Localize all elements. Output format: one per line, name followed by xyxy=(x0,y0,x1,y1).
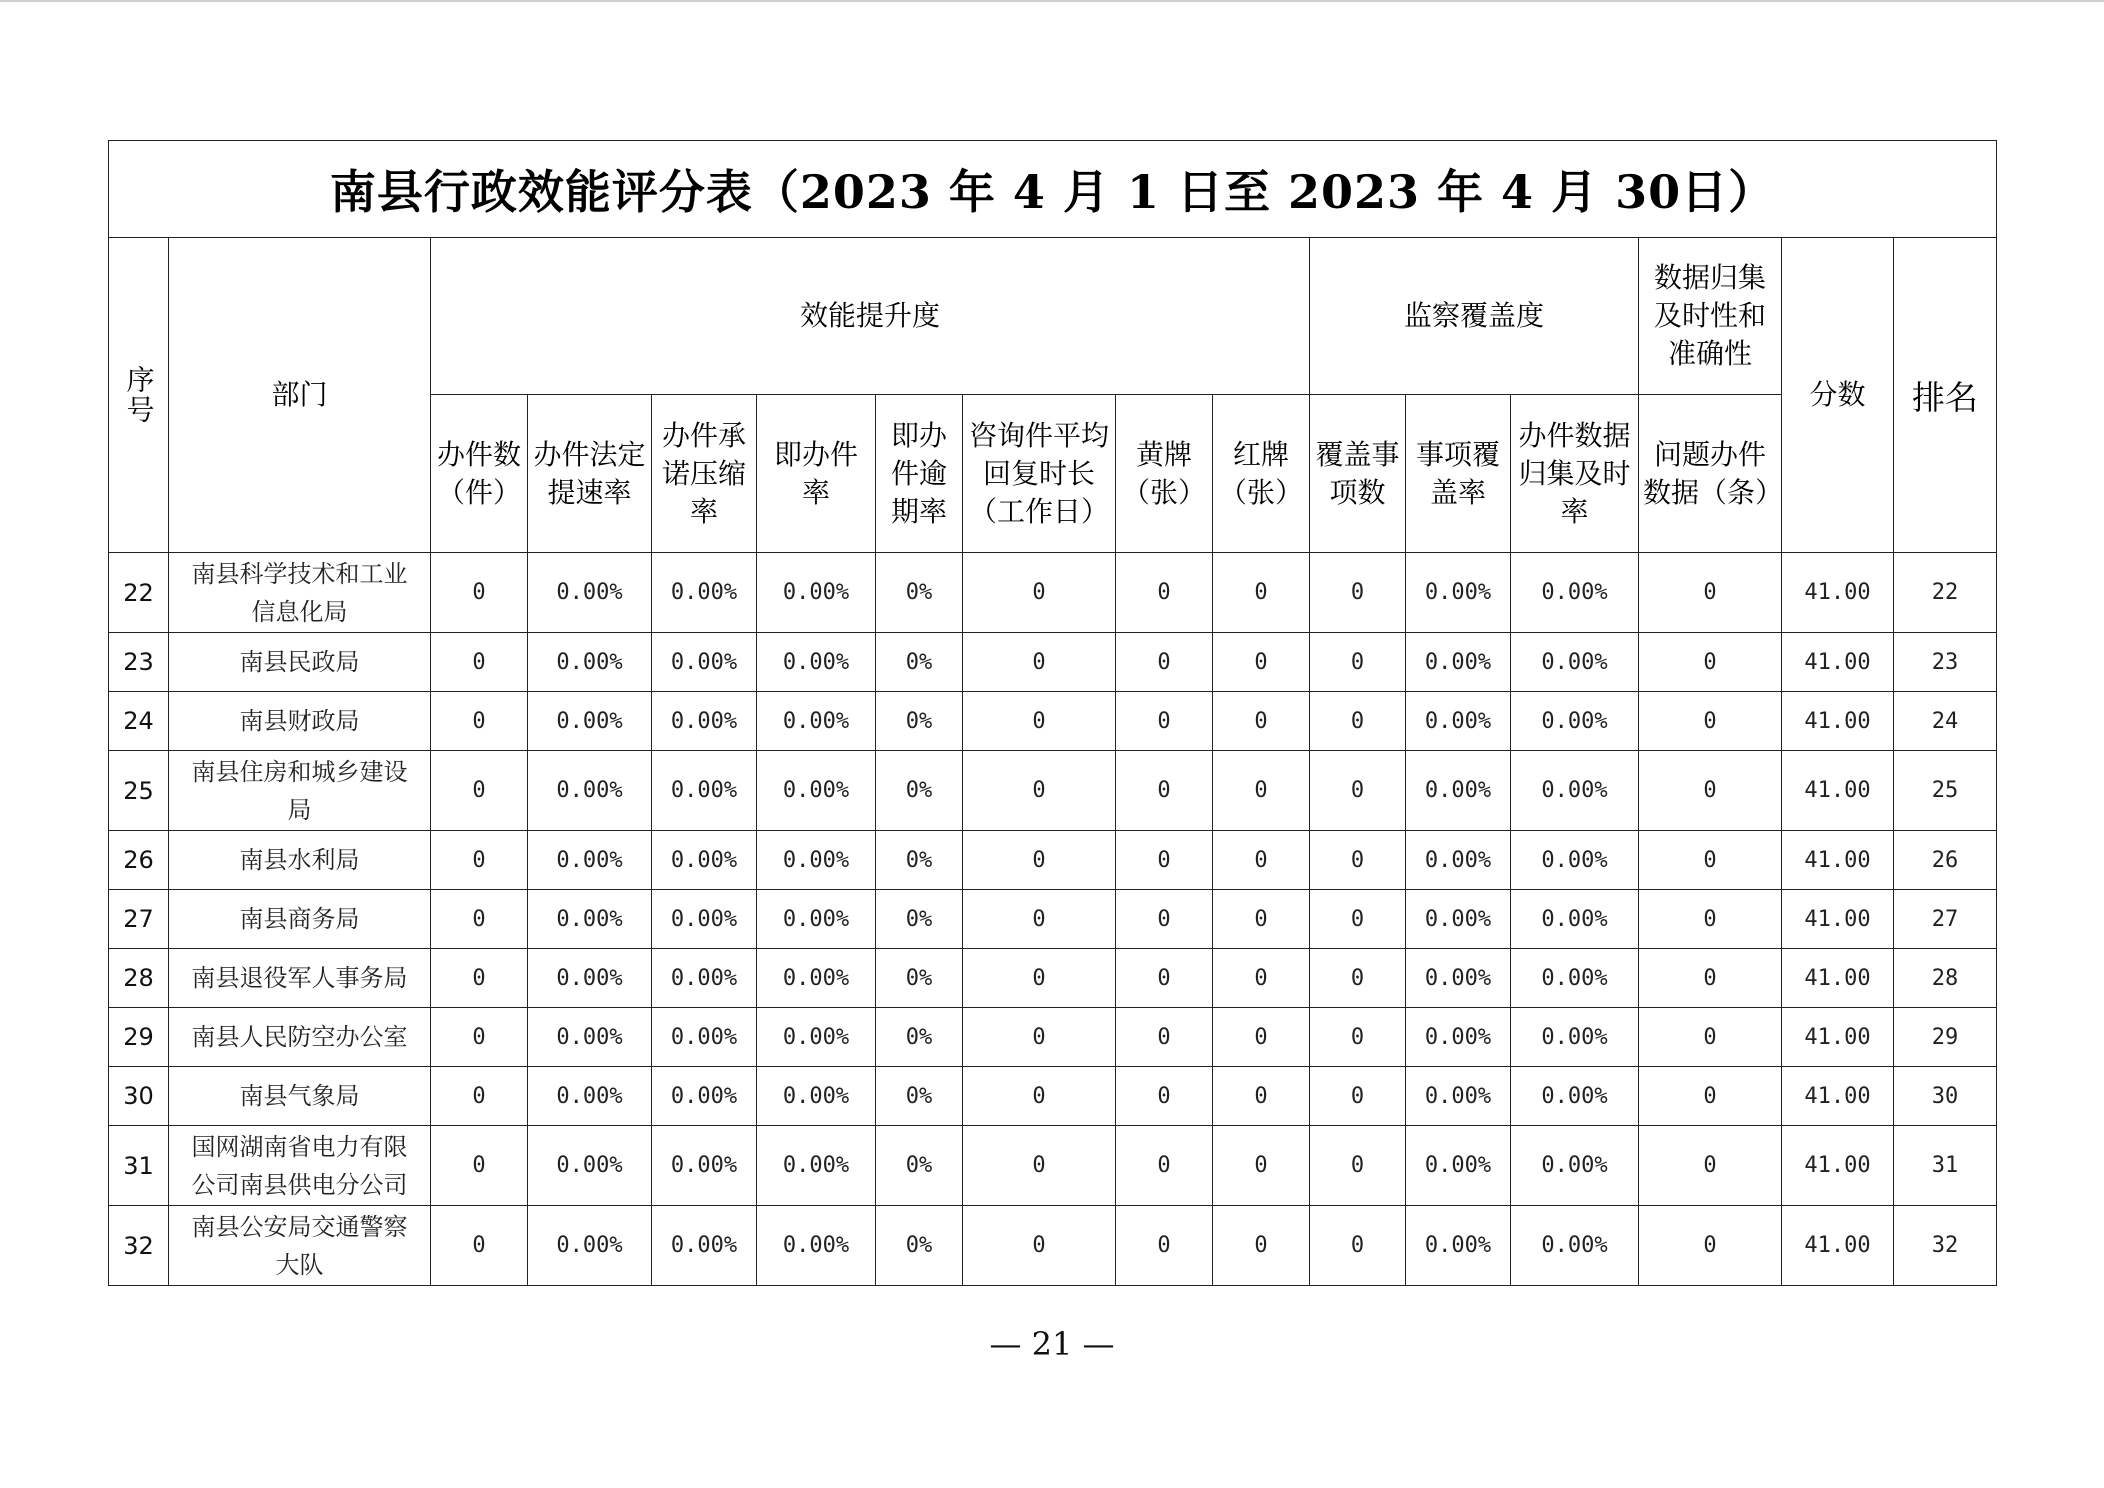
cell-statutory-speedup: 0.00% xyxy=(528,1126,652,1206)
cell-coverage-rate: 0.00% xyxy=(1406,692,1511,751)
cell-statutory-speedup: 0.00% xyxy=(528,1206,652,1286)
row-dept: 南县财政局 xyxy=(169,692,431,751)
cell-handled-count: 0 xyxy=(431,1126,528,1206)
row-dept: 南县商务局 xyxy=(169,890,431,949)
cell-covered-items: 0 xyxy=(1310,890,1406,949)
cell-instant-rate: 0.00% xyxy=(757,1126,876,1206)
cell-consult-reply: 0 xyxy=(963,633,1116,692)
cell-promise-compress: 0.00% xyxy=(652,553,757,633)
header-group-efficiency: 效能提升度 xyxy=(431,238,1310,395)
row-dept: 南县气象局 xyxy=(169,1067,431,1126)
header-seq xyxy=(109,238,169,553)
header-col-3: 办件承诺压缩率 xyxy=(652,395,757,553)
header-col-10: 事项覆盖率 xyxy=(1406,395,1511,553)
cell-red-card: 0 xyxy=(1213,831,1310,890)
cell-rank: 25 xyxy=(1894,751,1997,831)
page-number: — 21 — xyxy=(989,1325,1115,1363)
row-seq: 25 xyxy=(109,751,169,831)
cell-data-timeliness: 0.00% xyxy=(1511,831,1639,890)
cell-instant-overdue: 0% xyxy=(876,949,963,1008)
cell-instant-rate: 0.00% xyxy=(757,949,876,1008)
cell-yellow-card: 0 xyxy=(1116,831,1213,890)
cell-statutory-speedup: 0.00% xyxy=(528,831,652,890)
cell-covered-items: 0 xyxy=(1310,1067,1406,1126)
cell-instant-rate: 0.00% xyxy=(757,1008,876,1067)
table-body xyxy=(109,553,1997,1286)
cell-problem-data: 0 xyxy=(1639,949,1782,1008)
cell-problem-data: 0 xyxy=(1639,890,1782,949)
cell-covered-items: 0 xyxy=(1310,751,1406,831)
cell-instant-overdue: 0% xyxy=(876,1008,963,1067)
cell-yellow-card: 0 xyxy=(1116,751,1213,831)
cell-handled-count: 0 xyxy=(431,949,528,1008)
cell-statutory-speedup: 0.00% xyxy=(528,751,652,831)
cell-red-card: 0 xyxy=(1213,553,1310,633)
cell-covered-items: 0 xyxy=(1310,1126,1406,1206)
row-dept: 南县人民防空办公室 xyxy=(169,1008,431,1067)
cell-problem-data: 0 xyxy=(1639,1126,1782,1206)
cell-instant-rate: 0.00% xyxy=(757,890,876,949)
cell-covered-items: 0 xyxy=(1310,553,1406,633)
cell-problem-data: 0 xyxy=(1639,751,1782,831)
cell-score: 41.00 xyxy=(1782,1067,1894,1126)
row-seq: 28 xyxy=(109,949,169,1008)
cell-coverage-rate: 0.00% xyxy=(1406,553,1511,633)
cell-statutory-speedup: 0.00% xyxy=(528,553,652,633)
cell-rank: 24 xyxy=(1894,692,1997,751)
cell-instant-rate: 0.00% xyxy=(757,553,876,633)
cell-instant-overdue: 0% xyxy=(876,633,963,692)
cell-yellow-card: 0 xyxy=(1116,553,1213,633)
cell-statutory-speedup: 0.00% xyxy=(528,1008,652,1067)
cell-statutory-speedup: 0.00% xyxy=(528,1067,652,1126)
cell-yellow-card: 0 xyxy=(1116,1008,1213,1067)
cell-handled-count: 0 xyxy=(431,633,528,692)
cell-promise-compress: 0.00% xyxy=(652,1008,757,1067)
cell-data-timeliness: 0.00% xyxy=(1511,751,1639,831)
row-seq: 26 xyxy=(109,831,169,890)
header-rank: 排名 xyxy=(1894,238,1997,553)
cell-red-card: 0 xyxy=(1213,1206,1310,1286)
cell-handled-count: 0 xyxy=(431,1008,528,1067)
cell-promise-compress: 0.00% xyxy=(652,831,757,890)
table-row xyxy=(109,553,1997,633)
header-col-2: 办件法定提速率 xyxy=(528,395,652,553)
cell-yellow-card: 0 xyxy=(1116,890,1213,949)
cell-statutory-speedup: 0.00% xyxy=(528,890,652,949)
row-seq: 27 xyxy=(109,890,169,949)
cell-score: 41.00 xyxy=(1782,831,1894,890)
header-col-6: 咨询件平均回复时长（工作日） xyxy=(963,395,1116,553)
cell-promise-compress: 0.00% xyxy=(652,692,757,751)
cell-instant-overdue: 0% xyxy=(876,751,963,831)
cell-promise-compress: 0.00% xyxy=(652,890,757,949)
cell-instant-overdue: 0% xyxy=(876,831,963,890)
header-col-5: 即办件逾期率 xyxy=(876,395,963,553)
cell-yellow-card: 0 xyxy=(1116,1126,1213,1206)
cell-promise-compress: 0.00% xyxy=(652,751,757,831)
cell-red-card: 0 xyxy=(1213,633,1310,692)
cell-covered-items: 0 xyxy=(1310,1008,1406,1067)
cell-rank: 29 xyxy=(1894,1008,1997,1067)
row-seq: 29 xyxy=(109,1008,169,1067)
cell-consult-reply: 0 xyxy=(963,1008,1116,1067)
header-col-4: 即办件率 xyxy=(757,395,876,553)
cell-handled-count: 0 xyxy=(431,831,528,890)
cell-problem-data: 0 xyxy=(1639,692,1782,751)
cell-instant-overdue: 0% xyxy=(876,1067,963,1126)
table-row xyxy=(109,831,1997,890)
cell-promise-compress: 0.00% xyxy=(652,949,757,1008)
cell-red-card: 0 xyxy=(1213,890,1310,949)
table-row xyxy=(109,949,1997,1008)
header-col-7: 黄牌（张） xyxy=(1116,395,1213,553)
row-seq: 31 xyxy=(109,1126,169,1206)
cell-instant-rate: 0.00% xyxy=(757,1206,876,1286)
cell-rank: 23 xyxy=(1894,633,1997,692)
cell-statutory-speedup: 0.00% xyxy=(528,949,652,1008)
cell-yellow-card: 0 xyxy=(1116,692,1213,751)
cell-handled-count: 0 xyxy=(431,1067,528,1126)
header-dept: 部门 xyxy=(169,238,431,553)
header-group-data: 数据归集及时性和准确性 xyxy=(1639,238,1782,395)
header-score: 分数 xyxy=(1782,238,1894,553)
score-sheet xyxy=(108,140,1996,1286)
cell-consult-reply: 0 xyxy=(963,553,1116,633)
cell-score: 41.00 xyxy=(1782,1126,1894,1206)
cell-problem-data: 0 xyxy=(1639,553,1782,633)
row-dept: 南县住房和城乡建设局 xyxy=(169,751,431,831)
cell-score: 41.00 xyxy=(1782,751,1894,831)
cell-promise-compress: 0.00% xyxy=(652,1206,757,1286)
cell-handled-count: 0 xyxy=(431,553,528,633)
cell-problem-data: 0 xyxy=(1639,633,1782,692)
cell-instant-rate: 0.00% xyxy=(757,751,876,831)
cell-score: 41.00 xyxy=(1782,1206,1894,1286)
table-row xyxy=(109,890,1997,949)
row-seq: 24 xyxy=(109,692,169,751)
cell-coverage-rate: 0.00% xyxy=(1406,1126,1511,1206)
cell-coverage-rate: 0.00% xyxy=(1406,1206,1511,1286)
cell-coverage-rate: 0.00% xyxy=(1406,890,1511,949)
row-dept: 南县民政局 xyxy=(169,633,431,692)
cell-data-timeliness: 0.00% xyxy=(1511,890,1639,949)
header-seq-label: 序号 xyxy=(122,365,156,425)
cell-instant-overdue: 0% xyxy=(876,1126,963,1206)
table-row xyxy=(109,751,1997,831)
row-dept: 南县公安局交通警察大队 xyxy=(169,1206,431,1286)
cell-score: 41.00 xyxy=(1782,890,1894,949)
cell-data-timeliness: 0.00% xyxy=(1511,1008,1639,1067)
cell-data-timeliness: 0.00% xyxy=(1511,633,1639,692)
cell-instant-overdue: 0% xyxy=(876,1206,963,1286)
cell-promise-compress: 0.00% xyxy=(652,633,757,692)
cell-rank: 26 xyxy=(1894,831,1997,890)
row-dept: 南县水利局 xyxy=(169,831,431,890)
cell-rank: 28 xyxy=(1894,949,1997,1008)
header-col-9: 覆盖事项数 xyxy=(1310,395,1406,553)
cell-rank: 27 xyxy=(1894,890,1997,949)
cell-score: 41.00 xyxy=(1782,1008,1894,1067)
table-title: 南县行政效能评分表（2023 年 4 月 1 日至 2023 年 4 月 30日） xyxy=(109,141,1997,238)
cell-problem-data: 0 xyxy=(1639,1206,1782,1286)
cell-data-timeliness: 0.00% xyxy=(1511,1067,1639,1126)
cell-instant-rate: 0.00% xyxy=(757,692,876,751)
cell-handled-count: 0 xyxy=(431,751,528,831)
score-table xyxy=(108,140,1997,1286)
cell-covered-items: 0 xyxy=(1310,692,1406,751)
cell-promise-compress: 0.00% xyxy=(652,1126,757,1206)
cell-score: 41.00 xyxy=(1782,553,1894,633)
header-col-11: 办件数据归集及时率 xyxy=(1511,395,1639,553)
table-row xyxy=(109,1008,1997,1067)
row-dept: 南县退役军人事务局 xyxy=(169,949,431,1008)
cell-data-timeliness: 0.00% xyxy=(1511,1206,1639,1286)
cell-red-card: 0 xyxy=(1213,692,1310,751)
cell-handled-count: 0 xyxy=(431,1206,528,1286)
cell-covered-items: 0 xyxy=(1310,831,1406,890)
cell-consult-reply: 0 xyxy=(963,1126,1116,1206)
cell-consult-reply: 0 xyxy=(963,692,1116,751)
cell-instant-overdue: 0% xyxy=(876,553,963,633)
cell-covered-items: 0 xyxy=(1310,633,1406,692)
header-col-12: 问题办件数据（条） xyxy=(1639,395,1782,553)
cell-coverage-rate: 0.00% xyxy=(1406,1008,1511,1067)
cell-rank: 32 xyxy=(1894,1206,1997,1286)
cell-red-card: 0 xyxy=(1213,949,1310,1008)
cell-consult-reply: 0 xyxy=(963,949,1116,1008)
cell-consult-reply: 0 xyxy=(963,1067,1116,1126)
row-seq: 30 xyxy=(109,1067,169,1126)
cell-score: 41.00 xyxy=(1782,692,1894,751)
cell-red-card: 0 xyxy=(1213,751,1310,831)
cell-coverage-rate: 0.00% xyxy=(1406,751,1511,831)
cell-handled-count: 0 xyxy=(431,890,528,949)
cell-statutory-speedup: 0.00% xyxy=(528,692,652,751)
table-row xyxy=(109,1067,1997,1126)
cell-instant-overdue: 0% xyxy=(876,890,963,949)
cell-covered-items: 0 xyxy=(1310,1206,1406,1286)
cell-instant-rate: 0.00% xyxy=(757,831,876,890)
cell-instant-overdue: 0% xyxy=(876,692,963,751)
cell-score: 41.00 xyxy=(1782,633,1894,692)
cell-consult-reply: 0 xyxy=(963,831,1116,890)
cell-rank: 31 xyxy=(1894,1126,1997,1206)
cell-problem-data: 0 xyxy=(1639,831,1782,890)
table-row xyxy=(109,633,1997,692)
cell-instant-rate: 0.00% xyxy=(757,633,876,692)
header-col-8: 红牌（张） xyxy=(1213,395,1310,553)
cell-red-card: 0 xyxy=(1213,1126,1310,1206)
cell-score: 41.00 xyxy=(1782,949,1894,1008)
table-row xyxy=(109,692,1997,751)
cell-yellow-card: 0 xyxy=(1116,949,1213,1008)
cell-instant-rate: 0.00% xyxy=(757,1067,876,1126)
cell-coverage-rate: 0.00% xyxy=(1406,1067,1511,1126)
cell-data-timeliness: 0.00% xyxy=(1511,1126,1639,1206)
cell-problem-data: 0 xyxy=(1639,1067,1782,1126)
cell-promise-compress: 0.00% xyxy=(652,1067,757,1126)
cell-consult-reply: 0 xyxy=(963,751,1116,831)
row-dept: 南县科学技术和工业信息化局 xyxy=(169,553,431,633)
cell-coverage-rate: 0.00% xyxy=(1406,949,1511,1008)
row-dept: 国网湖南省电力有限公司南县供电分公司 xyxy=(169,1126,431,1206)
cell-red-card: 0 xyxy=(1213,1008,1310,1067)
cell-red-card: 0 xyxy=(1213,1067,1310,1126)
cell-covered-items: 0 xyxy=(1310,949,1406,1008)
cell-yellow-card: 0 xyxy=(1116,1067,1213,1126)
cell-consult-reply: 0 xyxy=(963,1206,1116,1286)
row-seq: 22 xyxy=(109,553,169,633)
table-row xyxy=(109,1126,1997,1206)
cell-problem-data: 0 xyxy=(1639,1008,1782,1067)
cell-rank: 30 xyxy=(1894,1067,1997,1126)
cell-rank: 22 xyxy=(1894,553,1997,633)
row-seq: 23 xyxy=(109,633,169,692)
top-rule xyxy=(0,0,2104,2)
cell-data-timeliness: 0.00% xyxy=(1511,949,1639,1008)
cell-coverage-rate: 0.00% xyxy=(1406,633,1511,692)
row-seq: 32 xyxy=(109,1206,169,1286)
cell-data-timeliness: 0.00% xyxy=(1511,692,1639,751)
cell-statutory-speedup: 0.00% xyxy=(528,633,652,692)
cell-handled-count: 0 xyxy=(431,692,528,751)
cell-yellow-card: 0 xyxy=(1116,1206,1213,1286)
cell-yellow-card: 0 xyxy=(1116,633,1213,692)
cell-coverage-rate: 0.00% xyxy=(1406,831,1511,890)
header-col-1: 办件数（件） xyxy=(431,395,528,553)
header-group-supervision: 监察覆盖度 xyxy=(1310,238,1639,395)
cell-data-timeliness: 0.00% xyxy=(1511,553,1639,633)
table-row xyxy=(109,1206,1997,1286)
cell-consult-reply: 0 xyxy=(963,890,1116,949)
